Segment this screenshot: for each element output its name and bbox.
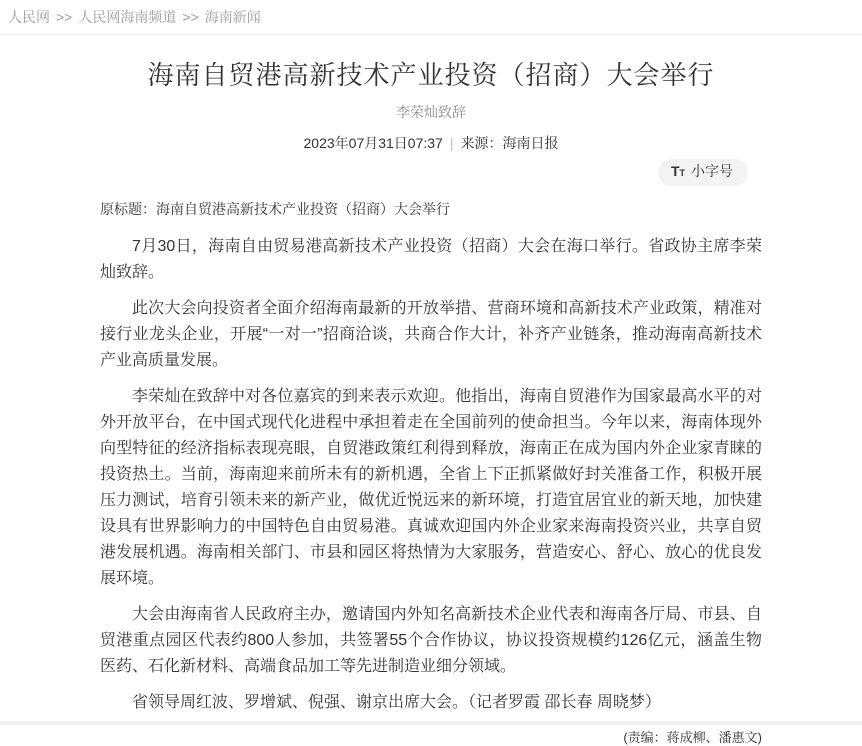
article-body (100, 234, 762, 716)
font-size-button-label: 小字号 (691, 163, 733, 179)
font-size-button[interactable] (658, 159, 748, 186)
article-meta (100, 135, 762, 152)
paragraph: 李荣灿在致辞中对各位嘉宾的到来表示欢迎。他指出，海南自贸港作为国家最高水平的对外开放平台，在中国式现代化进程中承担着走在全国前列的使命担当。今年以来，海南体现外向型特征的经济指标表现亮眼，自贸港政策红利得到释放，海南正在成为国内外企业家青睐的投资热土。当前，海南迎来前所未有的新机遇，全省上下正抓紧做好封关准备工作，积极开展压力测试，培育引领未来的新产业，做优近悦远来的新环境，打造宜居宜业的新天地，加快建设具有世界影响力的中国特色自由贸易港。真诚欢迎国内外企业家来海南投资兴业，共享自贸港发展机遇。海南相关部门、市县和园区将热情为大家服务，营造安心、舒心、放心的优良发展环境。 (100, 388, 762, 587)
article-subtitle: 李荣灿致辞 (396, 104, 466, 120)
meta-divider: | (449, 135, 454, 151)
bottom-divider (0, 721, 862, 725)
breadcrumb-separator: >> (56, 9, 73, 25)
breadcrumb-link-hainan-channel[interactable]: 人民网海南频道 (78, 9, 177, 25)
article-toolbar (100, 159, 762, 186)
source-link[interactable]: 海南日报 (502, 135, 559, 151)
editor-note: (责编：蒋成柳、潘惠文) (623, 730, 762, 745)
article-container (100, 57, 762, 746)
breadcrumb (0, 0, 862, 35)
paragraph: 此次大会向投资者全面介绍海南最新的开放举措、营商环境和高新技术产业政策，精准对接行业龙头企业，开展“一对一”招商洽谈，共商合作大计，补齐产业链条，推动海南高新技术产业高质量发展。 (100, 300, 762, 369)
paragraph: 省领导周红波、罗增斌、倪强、谢京出席大会。（记者罗霞 邵长春 周晓梦） (132, 694, 661, 711)
font-size-icon: T T (670, 163, 685, 179)
paragraph: 7月30日，海南自由贸易港高新技术产业投资（招商）大会在海口举行。省政协主席李荣灿致辞。 (100, 238, 762, 281)
breadcrumb-separator: >> (182, 9, 199, 25)
article-title: 海南自贸港高新技术产业投资（招商）大会举行 (147, 60, 715, 90)
source-label: 来源： (460, 135, 503, 151)
breadcrumb-link-hainan-news[interactable]: 海南新闻 (204, 9, 261, 25)
publish-date: 2023年07月31日07:37 (303, 135, 443, 151)
paragraph: 大会由海南省人民政府主办，邀请国内外知名高新技术企业代表和海南各厅局、市县、自贸港重点园区代表约800人参加，共签署55个合作协议，协议投资规模约126亿元，涵盖生物医药、石化新材料、高端食品加工等先进制造业细分领域。 (100, 606, 762, 675)
breadcrumb-link-peoples-daily[interactable]: 人民网 (8, 9, 50, 25)
original-title: 原标题：海南自贸港高新技术产业投资（招商）大会举行 (100, 201, 450, 217)
